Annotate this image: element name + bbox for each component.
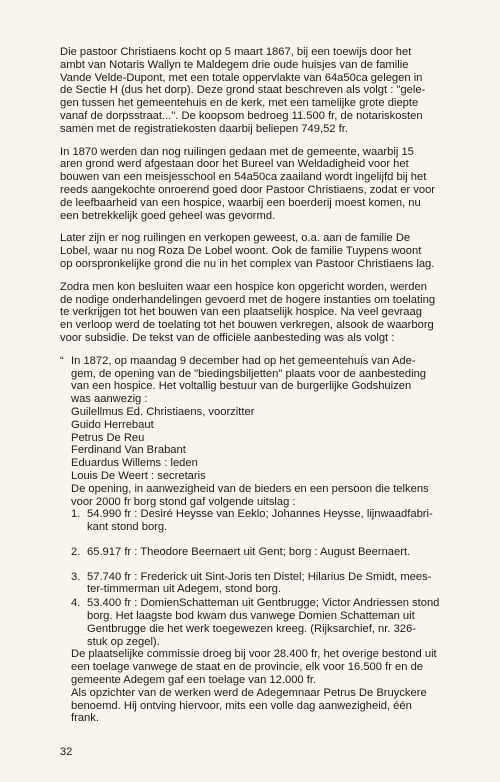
- text-line: Later zijn er nog ruilingen en verkopen geweest, o.a. aan de familie De: [60, 232, 411, 245]
- text-line: 54.990 fr : Desiré Heysse van Eeklo; Johannes Heysse, lijnwaadfabri-: [87, 508, 433, 521]
- text-line: gem, de opening van de "biedingsbiljetten" plaats voor de aanbesteding: [71, 367, 427, 380]
- text-line: bouwen van een meisjesschool en 54a50ca zaailand wordt ingelijfd bij het: [60, 171, 427, 184]
- text-line: Lobel, waar nu nog Roza De Lobel woont. Ook de familie Tuypens woont: [60, 245, 422, 258]
- text-line: benoemd. Hij ontving hiervoor, mits een volle dag aanwezigheid, één: [71, 699, 412, 712]
- text-column: [60, 46, 468, 725]
- text-line: ambt van Notaris Wallyn te Maldegem drie oude huisjes van de familie: [60, 58, 409, 71]
- text-line: samen met de registratiekosten daarbij beliepen 749,52 fr.: [60, 122, 348, 135]
- text-line: 57.740 fr : Frederick uit Sint-Joris ten Distel; Hilarius De Smidt, mees-: [87, 570, 432, 583]
- text-line: stuk op zegel).: [87, 635, 160, 648]
- text-line: de nodige onderhandelingen gevoerd met de hogere instanties om toelating: [60, 293, 436, 306]
- bid-number: 2.: [71, 545, 81, 558]
- quote-intro: [71, 355, 468, 406]
- bid-text: [87, 571, 468, 597]
- opening-quote-mark: “: [60, 354, 64, 367]
- text-line: Die pastoor Christiaens kocht op 5 maart 1867, bij een toewijs door het: [60, 46, 412, 58]
- paragraph-purchase: [60, 46, 468, 136]
- board-member: Ferdinand Van Brabant: [71, 444, 186, 457]
- text-line: De opening, in aanwezigheid van de bieders en een persoon die telkens: [71, 482, 429, 495]
- bid-item: [71, 508, 468, 534]
- bid-item: [71, 571, 468, 597]
- bid-text: [87, 597, 468, 648]
- text-line: van een hospice. Het voltallig bestuur van de burgerlijke Godshuizen: [71, 380, 412, 393]
- text-line: Zodra men kon besluiten waar een hospice kon opgericht worden, werden: [60, 280, 427, 293]
- board-member: Guido Herrebaut: [71, 418, 154, 431]
- text-line: te verkrijgen tot het bouwen van een plaatselijk hospice. Na veel gevraag: [60, 306, 422, 319]
- text-line: borg. Het laagste bod kwam dus vanwege Domien Schatteman uit: [87, 610, 415, 623]
- bid-number: 4.: [71, 597, 81, 610]
- text-line: kant stond borg.: [87, 521, 168, 534]
- paragraph-permission: [60, 281, 468, 345]
- tender-quote: [60, 355, 468, 726]
- text-line: de leefbaarheid van een hospice, waarbij een boerderij moest komen, nu: [60, 196, 421, 209]
- page-number: 32: [60, 746, 73, 758]
- text-line: frank.: [71, 712, 99, 725]
- text-line: voor 2000 fr borg stond gaf volgende uitslag :: [71, 495, 296, 508]
- text-line: Als opzichter van de werken werd de Adegemnaar Petrus De Bruyckere: [71, 686, 427, 699]
- bid-text: [87, 508, 468, 534]
- text-line: een betrekkelijk goed geheel was gevormd.: [60, 209, 276, 222]
- bid-item: [71, 597, 468, 648]
- bid-number: 3.: [71, 570, 81, 583]
- text-line: In 1872, op maandag 9 december had op het gemeentehuis van Ade-: [71, 354, 416, 367]
- bid-item: [71, 546, 468, 559]
- text-line: Vande Velde-Dupont, met een totale oppervlakte van 64a50ca gelegen in: [60, 71, 423, 84]
- text-line: op oorspronkelijke grond die nu in het complex van Pastoor Christiaens lag.: [60, 257, 435, 270]
- text-line: de Sectie H (dus het dorp). Deze grond staat beschreven als volgt : "gele-: [60, 84, 426, 97]
- paragraph-later-sales: [60, 232, 468, 270]
- paragraph-exchange-1870: [60, 146, 468, 223]
- text-line: ter-timmerman uit Adegem, stond borg.: [87, 583, 281, 596]
- text-line: was aanwezig :: [71, 393, 148, 406]
- text-line: vanaf de dorpsstraat...". De koopsom bedroeg 11.500 fr, de notariskosten: [60, 109, 423, 122]
- text-line: Gentbrugge die het werk toegewezen kreeg. (Rijksarchief, nr. 326-: [87, 622, 416, 635]
- text-line: gen tussen het gemeentehuis en de kerk, met een tamelijke grote diepte: [60, 97, 419, 110]
- text-line: In 1870 werden dan nog ruilingen gedaan met de gemeente, waarbij 15: [60, 145, 414, 158]
- board-member: Louis De Weert : secretaris: [71, 469, 206, 482]
- text-line: 65.917 fr : Theodore Beernaert uit Gent; borg : August Beernaert.: [87, 545, 411, 558]
- text-line: en verloop werd de toelating tot het bouwen verkregen, alsook de waarborg: [60, 319, 434, 332]
- quote-closing: [71, 648, 468, 725]
- quote-body: [60, 355, 468, 726]
- text-line: reeds aangekochte onroerend goed door Pastoor Christiaens, zodat er voor: [60, 183, 436, 196]
- text-line: een toelage vanwege de staat en de provincie, elk voor 16.500 fr en de: [71, 661, 424, 674]
- quote-opening: [71, 483, 468, 509]
- text-line: aren grond werd afgestaan door het Bureel van Weldadigheid voor het: [60, 158, 409, 171]
- text-line: De plaatselijke commissie droeg bij voor 28.400 fr, het overige bestond uit: [71, 648, 437, 661]
- board-member: Petrus De Reu: [71, 431, 145, 444]
- board-member: Guilellmus Ed. Christiaens, voorzitter: [71, 405, 255, 418]
- text-line: 53.400 fr : DomienSchatteman uit Gentbrugge; Victor Andriessen stond: [87, 597, 440, 610]
- board-member-list: [71, 406, 468, 483]
- bid-number: 1.: [71, 508, 81, 521]
- text-line: gemeente Adegem gaf een toelage van 12.000 fr.: [71, 674, 317, 687]
- bid-text: [87, 546, 468, 559]
- board-member: Eduardus Willems : leden: [71, 457, 198, 470]
- text-line: voor subsidie. De tekst van de officiële aanbesteding was als volgt :: [60, 331, 395, 344]
